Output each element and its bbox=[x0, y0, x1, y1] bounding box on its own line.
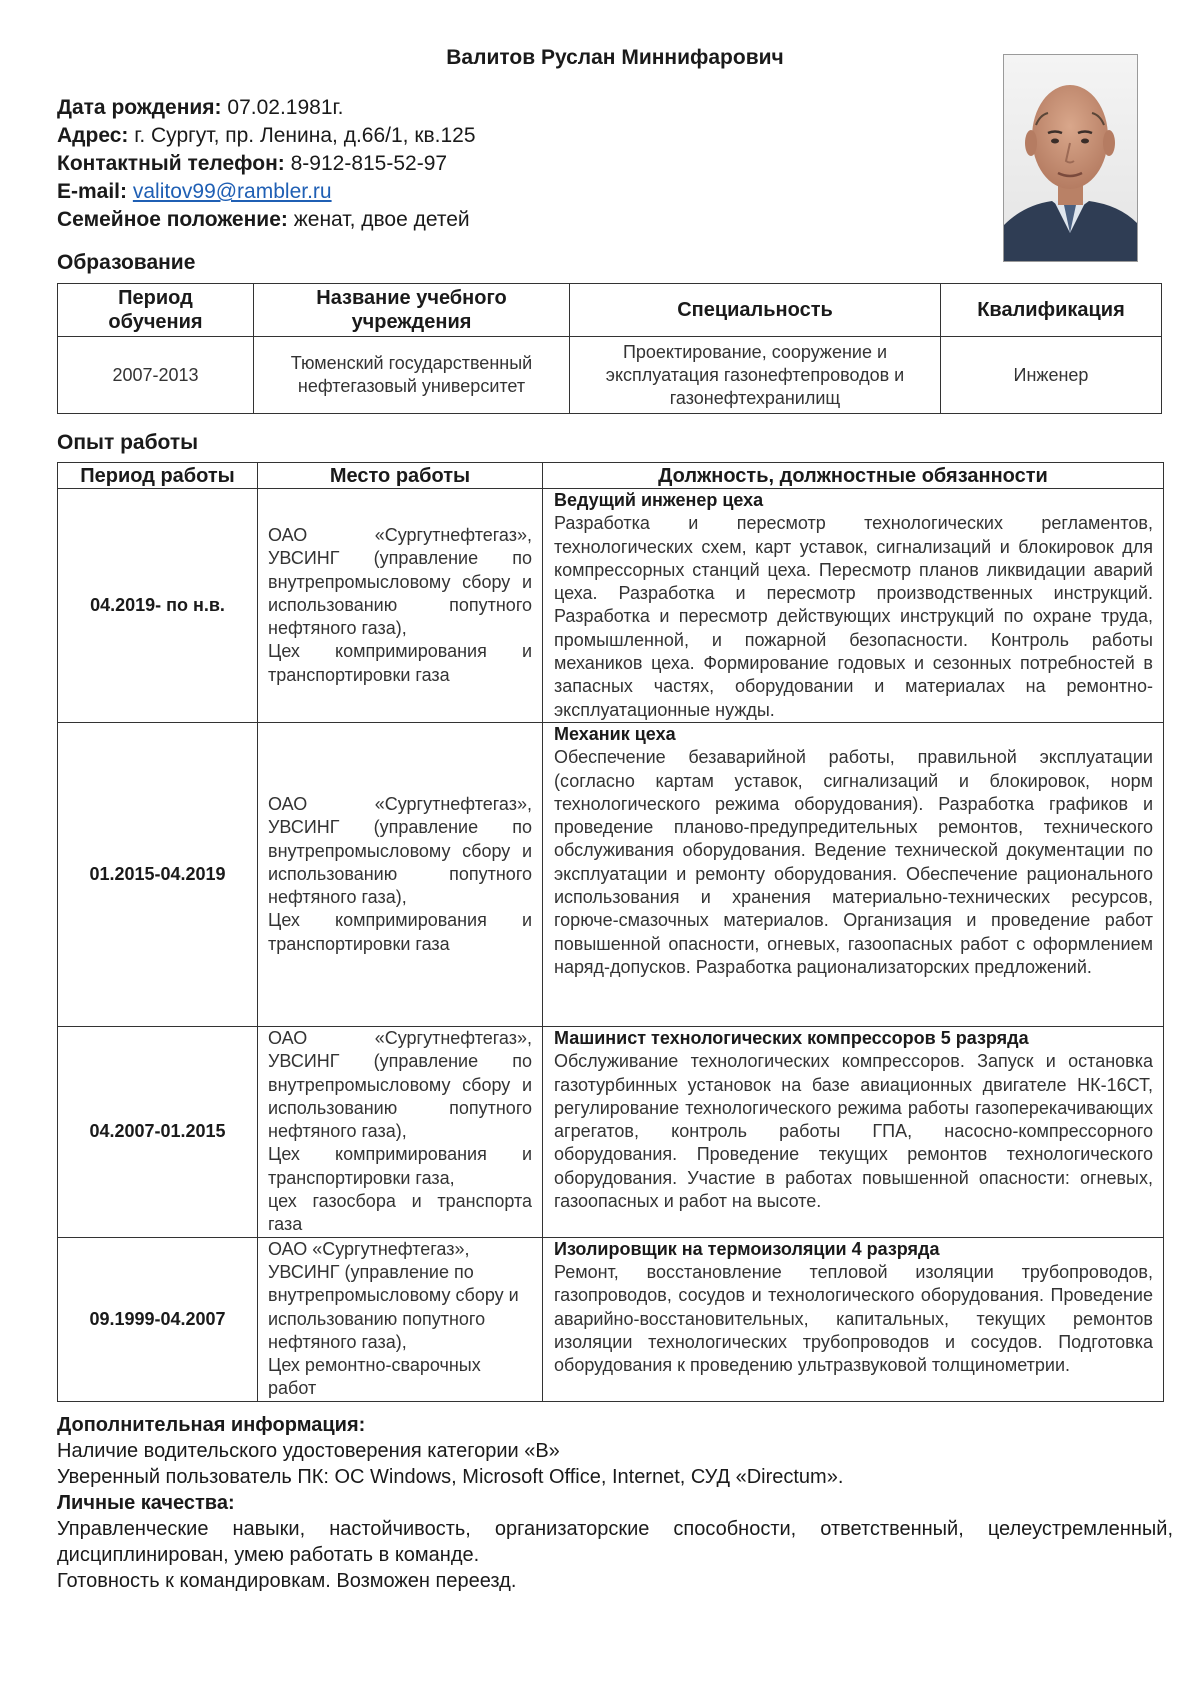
personal-qualities-title: Личные качества: bbox=[57, 1492, 235, 1514]
phone-value: 8-912-815-52-97 bbox=[290, 152, 448, 175]
education-period: 2007-2013 bbox=[58, 337, 254, 414]
work-place bbox=[258, 1026, 543, 1237]
work-place-company: ОАО «Сургутнефтегаз», УВСИНГ (управление по внутрепромысловому сбору и использованию попутного нефтяного газа), bbox=[268, 1238, 519, 1352]
work-duties bbox=[543, 1237, 1164, 1401]
education-institution: Тюменский государственный нефтегазовый университет bbox=[254, 337, 570, 414]
work-row bbox=[58, 1026, 1164, 1237]
work-header-period: Период работы bbox=[58, 463, 258, 489]
work-place-unit: Цех компримирования и транспортировки газа bbox=[268, 641, 532, 685]
additional-info-title: Дополнительная информация: bbox=[57, 1414, 366, 1436]
work-place bbox=[258, 489, 543, 723]
travel-readiness: Готовность к командировкам. Возможен переезд. bbox=[57, 1570, 517, 1592]
birth-date-label: Дата рождения: bbox=[57, 96, 222, 119]
education-title: Образование bbox=[57, 251, 196, 274]
work-header-position: Должность, должностные обязанности bbox=[543, 463, 1164, 489]
portrait-image bbox=[1004, 55, 1137, 261]
work-title: Опыт работы bbox=[57, 431, 199, 454]
pc-skills: Уверенный пользователь ПК: ОС Windows, Microsoft Office, Internet, СУД «Directum». bbox=[57, 1466, 844, 1488]
education-table bbox=[57, 283, 1162, 414]
work-table bbox=[57, 462, 1164, 1402]
work-duties bbox=[543, 722, 1164, 1026]
full-name: Валитов Руслан Миннифарович bbox=[446, 46, 784, 69]
work-duties-text: Обслуживание технологических компрессоров. Запуск и остановка газотурбинных установок на базе авиационных двигателе НК-16СТ, регулирование технологического режима работы газоперекачивающих агрегатов, контроль работы ГПА, насосно-компрессорного оборудования. Проведение текущих ремонтов технологического оборудования. Участие в работах повышенной опасности: огневых, газоопасных и работ на высоте. bbox=[554, 1051, 1153, 1212]
phone-row bbox=[57, 150, 476, 178]
work-role: Изолировщик на термоизоляции 4 разряда bbox=[554, 1238, 940, 1259]
work-row bbox=[58, 1237, 1164, 1401]
personal-qualities: Управленческие навыки, настойчивость, организаторские способности, ответственный, целеустремленный, дисциплинирован, умею работать в команде. bbox=[57, 1518, 1173, 1566]
additional-info bbox=[57, 1412, 1173, 1594]
address-label: Адрес: bbox=[57, 124, 129, 147]
work-duties bbox=[543, 489, 1164, 723]
profile-photo bbox=[1003, 54, 1138, 262]
work-duties-text: Разработка и пересмотр технологических регламентов, технологических схем, карт уставок, сигнализаций и блокировок для компрессорных станций цеха. Пересмотр планов ликвидации аварий цеха. Разработка и пересмотр производственных инструкций. Разработка и пересмотр действующих инструкций по охране труда, промышленной, и пожарной безопасности. Контроль работы механиков цеха. Формирование годовых и сезонных потребностей в запасных частях, оборудовании и материалах на ремонтно-эксплуатационные нужды. bbox=[554, 513, 1153, 720]
work-role: Ведущий инженер цеха bbox=[554, 490, 764, 510]
family-status-row bbox=[57, 206, 476, 234]
work-place-unit: Цех ремонтно-сварочных работ bbox=[268, 1355, 481, 1399]
work-period: 09.1999-04.2007 bbox=[58, 1237, 258, 1401]
work-duties bbox=[543, 1026, 1164, 1237]
work-header-row bbox=[58, 463, 1164, 489]
work-duties-text: Обеспечение безаварийной работы, правильной эксплуатации (согласно картам уставок, сигнализаций и блокировок, норм технологического режима оборудования). Разработка графиков и проведение планово-предупредительных ремонтов, технического обслуживания оборудования. Ведение технической документации по эксплуатации и ремонту оборудования. Обеспечение рационального использования и хранения материально-технических ресурсов, горюче-смазочных материалов. Организация и проведение работ повышенной опасности, огневых, газоопасных работ с оформлением наряд-допусков. Разработка рационализаторских предложений. bbox=[554, 747, 1153, 977]
work-row bbox=[58, 722, 1164, 1026]
education-header-period: Период обучения bbox=[58, 284, 254, 337]
email-row bbox=[57, 178, 476, 206]
work-place-company: ОАО «Сургутнефтегаз», УВСИНГ (управление по внутрепромысловому сбору и использованию попутного нефтяного газа), bbox=[268, 793, 532, 908]
address-value: г. Сургут, пр. Ленина, д.66/1, кв.125 bbox=[134, 124, 476, 147]
email-label: E-mail: bbox=[57, 180, 128, 203]
education-header-row bbox=[58, 284, 1162, 337]
personal-info bbox=[57, 94, 476, 234]
work-place-company: ОАО «Сургутнефтегаз», УВСИНГ (управление по внутрепромысловому сбору и использованию попутного нефтяного газа), bbox=[268, 1027, 532, 1142]
education-header-specialty: Специальность bbox=[570, 284, 941, 337]
work-place-unit-2: цех газосбора и транспорта газа bbox=[268, 1191, 532, 1235]
work-header-place: Место работы bbox=[258, 463, 543, 489]
work-role: Машинист технологических компрессоров 5 разряда bbox=[554, 1027, 1029, 1048]
work-period: 04.2007-01.2015 bbox=[58, 1026, 258, 1237]
education-qualification: Инженер bbox=[941, 337, 1162, 414]
work-row bbox=[58, 489, 1164, 723]
education-row bbox=[58, 337, 1162, 414]
phone-label: Контактный телефон: bbox=[57, 152, 285, 175]
address-row bbox=[57, 122, 476, 150]
family-status-value: женат, двое детей bbox=[293, 208, 470, 231]
work-period: 04.2019- по н.в. bbox=[58, 489, 258, 723]
birth-date-row bbox=[57, 94, 476, 122]
education-header-qualification: Квалификация bbox=[941, 284, 1162, 337]
work-role: Механик цеха bbox=[554, 723, 676, 744]
work-place-unit: Цех компримирования и транспортировки газа bbox=[268, 910, 532, 954]
work-place-company: ОАО «Сургутнефтегаз», УВСИНГ (управление по внутрепромысловому сбору и использованию попутного нефтяного газа), bbox=[268, 524, 532, 639]
work-period: 01.2015-04.2019 bbox=[58, 722, 258, 1026]
education-header-institution: Название учебного учреждения bbox=[254, 284, 570, 337]
work-place bbox=[258, 1237, 543, 1401]
work-place bbox=[258, 722, 543, 1026]
work-place-unit: Цех компримирования и транспортировки газа, bbox=[268, 1144, 532, 1188]
family-status-label: Семейное положение: bbox=[57, 208, 288, 231]
birth-date-value: 07.02.1981г. bbox=[227, 96, 344, 119]
email-link[interactable]: valitov99@rambler.ru bbox=[132, 180, 332, 203]
education-specialty: Проектирование, сооружение и эксплуатация газонефтепроводов и газонефтехранилищ bbox=[570, 337, 941, 414]
driver-license: Наличие водительского удостоверения категории «В» bbox=[57, 1440, 560, 1462]
work-duties-text: Ремонт, восстановление тепловой изоляции трубопроводов, газопроводов, сосудов и технологического оборудования. Проведение аварийно-восстановительных, капитальных, текущих ремонтов изоляции технологических трубопроводов и сосудов. Подготовка оборудования к проведению ультразвуковой толщинометрии. bbox=[554, 1261, 1153, 1376]
